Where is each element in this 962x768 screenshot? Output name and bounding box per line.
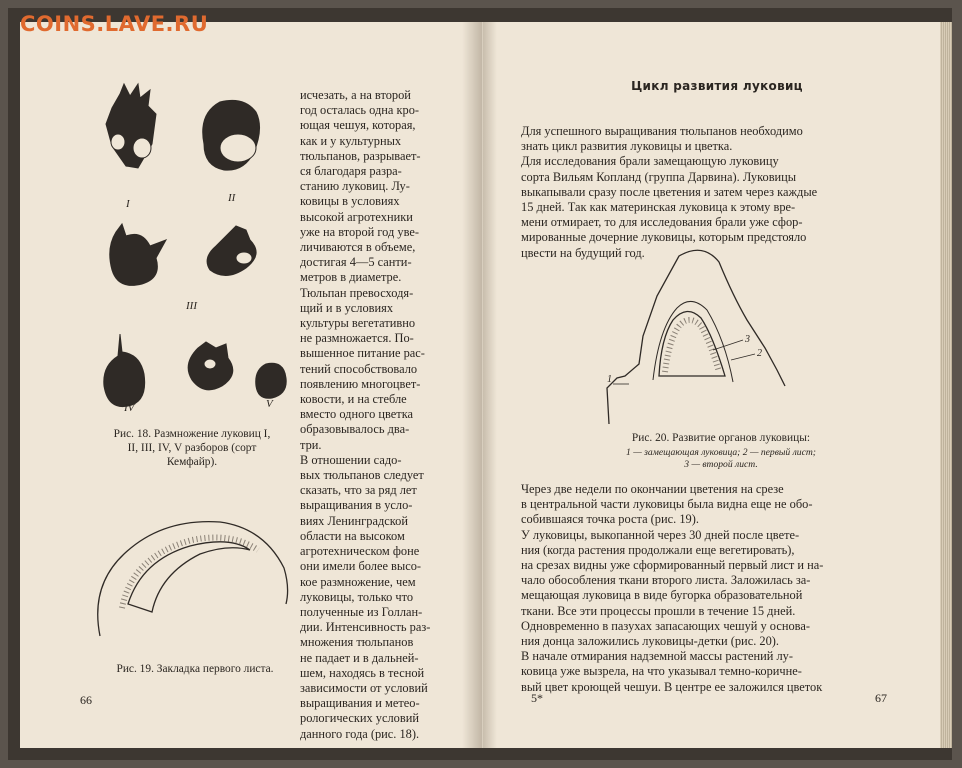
page-number-left: 66 [80,693,92,707]
fig20-label-1: 1 [607,374,612,385]
left-page [20,22,483,748]
section-heading: Цикл развития луковиц [631,79,803,93]
fig18-label-i: I [126,198,130,210]
fig20-bulb-section-illustration [593,248,813,428]
fig19-caption: Рис. 19. Закладка первого листа. [116,663,274,675]
right-body-bottom: Через две недели по окончании цветения на срезе в центральной части луковицы была видна еще не обо- собившаяся точка роста (рис. 19). У луковицы, выкопанной через 30 дней после цвете- ния (когда растения продолжали еще вегетировать), на срезах видны уже сформированный первый лист и на- чало обособления ткани второго листа. Заложилась за- мещающая луковица в виде бугорка образовательной ткани. Все эти процессы прошли в течение 15 дней. Одновременно в пазухах запасающих чешуй у основа- ния донца заложились луковицы-детки (рис. 20). В начале отмирания надземной массы растений лу- ковица уже вызрела, на что указывал темно-коричне- вый цвет кроющей чешуи. В центре ее заложился цветок [521,482,824,694]
book-spread [8,8,952,760]
fig20-legend: 1 — замещающая луковица; 2 — первый лист; 3 — второй лист. [626,447,816,470]
fig20-label-3: 3 [745,334,750,345]
fig20-caption: Рис. 20. Развитие органов луковицы: [631,432,811,444]
fig18-bulbs-illustration [80,82,300,422]
fig18-label-iii: III [186,300,197,312]
fig19-leaf-illustration [88,508,298,648]
fig18-label-iv: IV [124,402,135,414]
fig20-label-2: 2 [757,348,762,359]
left-column-text: исчезать, а на второй год осталась одна кро- ющая чешуя, которая, как и у культурных тюльпанов, разрывает- ся благодаря разра- станию луковиц. Лу- ковицы в условиях высокой агротехники уже на второй год уве- личиваются в объеме, достигая 4—5 санти- метров в диаметре. Тюльпан превосходя- щий и в условиях культуры вегетативно не размножается. По- вышенное питание рас- тений способствовало появлению многоцвет- ковости, и на стебле вместо одного цветка образовывалось два- три. В отношении садо- вых тюльпанов следует сказать, что за ряд лет выращивания в усло- виях Ленинградской области на высоком агротехническом фоне они имели более высо- кое размножение, чем луковицы, только что полученные из Голлан- дии. Интенсивность раз- множения тюльпанов не падает и в дальней- шем, находясь в тесной зависимости от условий выращивания и метео- рологических условий данного года (рис. 18). [300,88,431,741]
fig18-caption: Рис. 18. Размножение луковиц I, II, III, IV, V разборов (сорт Кемфайр). [113,428,271,468]
signature-mark: 5* [531,691,543,705]
page-number-right: 67 [875,691,887,705]
watermark-logo: COINS.LAVE.RU [20,12,209,36]
right-body-top: Для успешного выращивания тюльпанов необходимо знать цикл развития луковицы и цветка. Для исследования брали замещающую луковицу сорта Вильям Копланд (группа Дарвина). Луковицы выкапывали сразу после цветения и затем через каждые 15 дней. Так как материнская луковица к этому вре- мени отмирает, то для исследования брали уже сфор- мированные дочерние луковицы, которым предстояло цвести на будущий год. [521,124,818,260]
fig18-label-v: V [266,398,273,410]
fig18-label-ii: II [228,192,236,204]
right-page [482,22,941,748]
page-edges [940,22,952,748]
